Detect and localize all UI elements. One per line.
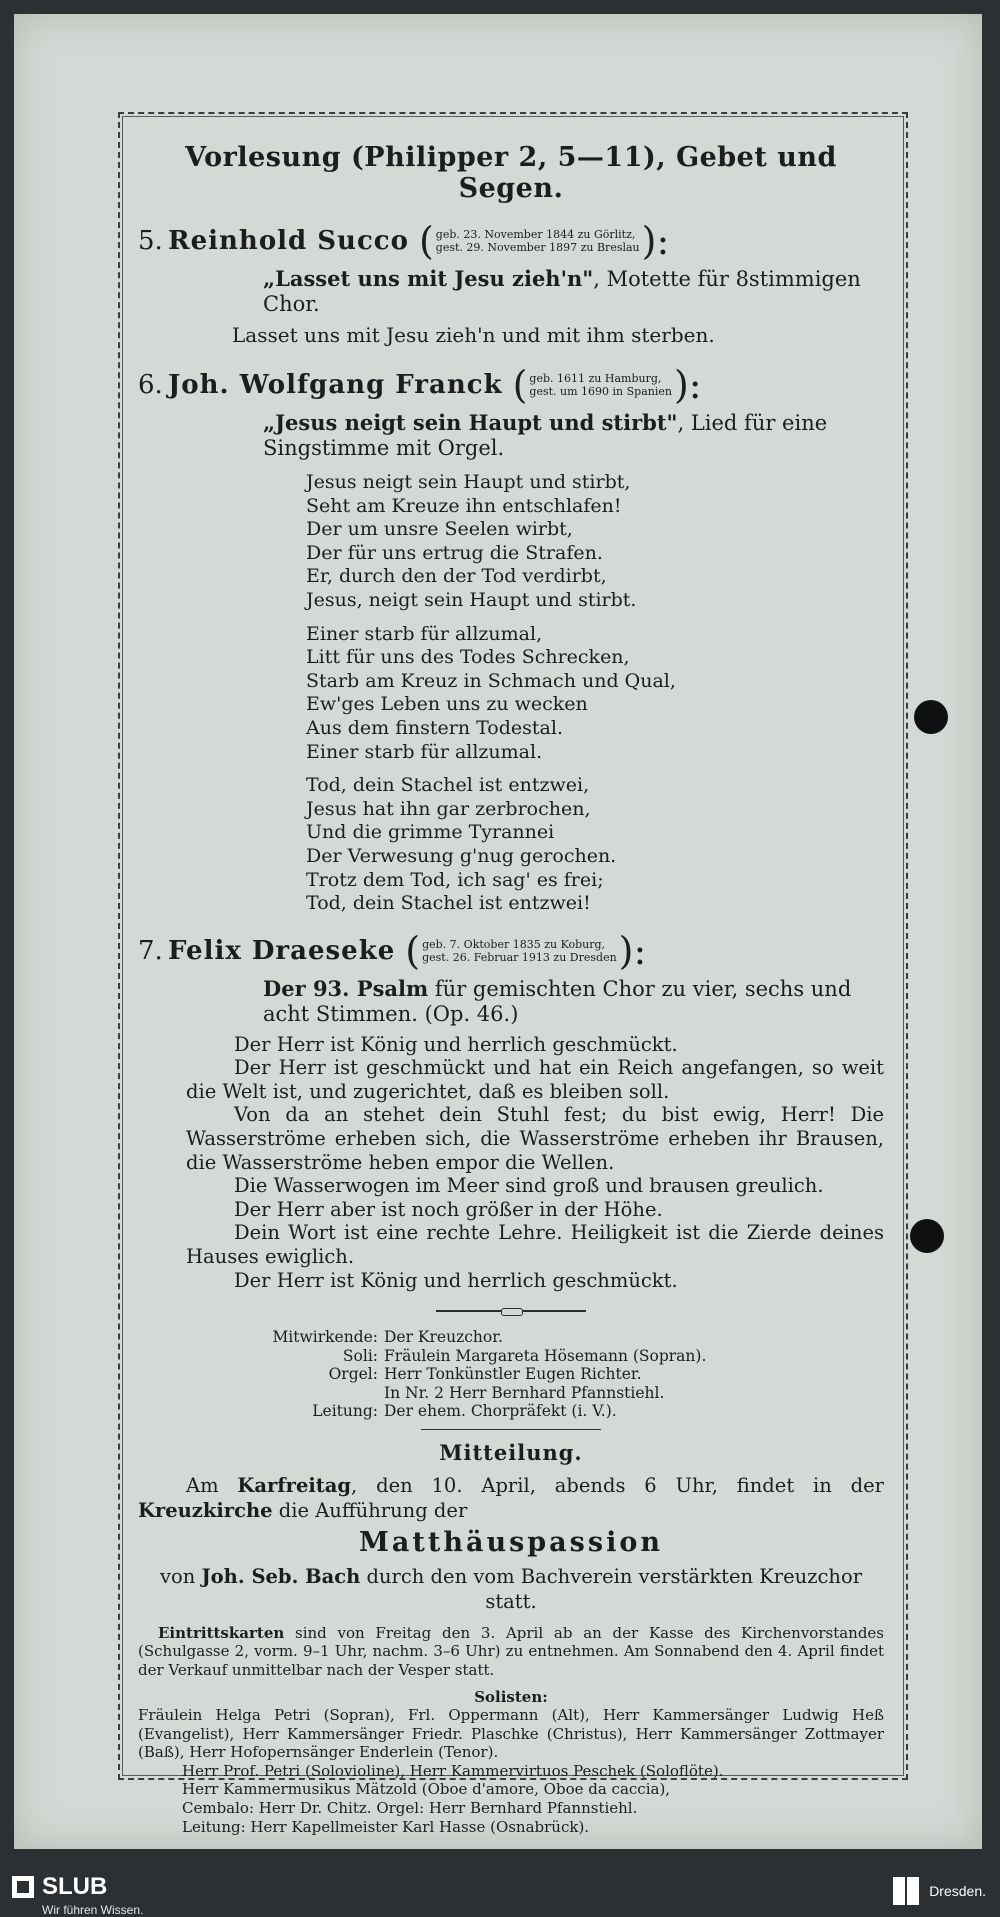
ticket-info: Eintrittskarten sind von Freitag den 3. April ab an der Kasse des Kirchenvorstandes (Schulgasse 2, vorm. 9–1 Uhr, nachm. 3–6 Uhr) zu entnehmen. Am Sonnabend den 4. April findet der Verkauf unmittelbar nach der Vesper statt.	[138, 1623, 884, 1679]
notice-paragraph: von Joh. Seb. Bach durch den vom Bachverein verstärkten Kreuzchor statt.	[159, 1564, 863, 1613]
dresden-crest-icon	[893, 1877, 919, 1905]
slub-tagline: Wir führen Wissen.	[42, 1903, 144, 1917]
performers-list: Herr Prof. Petri (Solovioline), Herr Kammervirtuos Peschek (Soloflöte). Herr Kammermusikus Mätzold (Oboe d'amore, Oboe da caccia), Cembalo: Herr Dr. Chitz. Orgel: Herr Bernhard Pfannstiehl. Leitung: Herr Kapellmeister Karl Hasse (Osnabrück).	[182, 1761, 724, 1836]
dresden-label: Dresden.	[929, 1883, 986, 1899]
punch-hole	[914, 700, 948, 734]
section-heading: Vorlesung (Philipper 2, 5—11), Gebet und Segen.	[185, 142, 837, 204]
viewer-footer	[0, 1865, 1000, 1915]
ornamental-divider	[436, 1310, 586, 1312]
notice-paragraph: Am Karfreitag, den 10. April, abends 6 Uhr, findet in der Kreuzkirche die Aufführung der	[138, 1473, 884, 1522]
composer-heading: 7. Felix Draeseke ( geb. 7. Oktober 1835 zu Koburg, gest. 26. Februar 1913 zu Dresden ):	[138, 928, 647, 973]
work-title: Der 93. Psalm für gemischten Chor zu vier, sechs und acht Stimmen. (Op. 46.)	[263, 975, 852, 1026]
slub-logo-icon	[12, 1876, 34, 1898]
item-number: 6.	[138, 370, 163, 400]
credits-list: Mitwirkende: Der Kreuzchor. Soli: Fräulein Margareta Hösemann (Sopran). Orgel: Herr Tonkünstler Eugen Richter. In Nr. 2 Herr Bernhard Pfannstiehl. Leitung: Der ehem. Chorpräfekt (i. V.).	[272, 1328, 707, 1421]
poem-stanza: Jesus neigt sein Haupt und stirbt, Seht am Kreuze ihn entschlafen! Der um unsre Seelen wirbt, Der für uns ertrug die Strafen. Er, durch den der Tod verdirbt, Jesus, neigt sein Haupt und stirbt.	[306, 471, 637, 611]
composer-dates: geb. 1611 zu Hamburg, gest. um 1690 in Spanien	[529, 372, 672, 398]
psalm-text: Der Herr ist König und herrlich geschmückt. Der Herr ist geschmückt und hat ein Reich angefangen, so weit die Welt ist, und zugerichtet, daß es bleiben soll. Von da an stehet dein Stuhl fest; du bist ewig, Herr! Die Wasserströme erheben sich, die Wasserströme erheben ihr Brausen, die Wasserströme heben empor die Wellen. Die Wasserwogen im Meer sind groß und brausen greulich. Der Herr aber ist noch größer in der Höhe. Dein Wort ist eine rechte Lehre. Heiligkeit ist die Zierde deines Hauses ewiglich. Der Herr ist König und herrlich geschmückt.	[186, 1032, 884, 1292]
section-rule	[421, 1429, 601, 1430]
item-number: 5.	[138, 226, 163, 256]
poem-stanza: Einer starb für allzumal, Litt für uns des Todes Schrecken, Starb am Kreuz in Schmach und Qual, Ew'ges Leben uns zu wecken Aus dem finstern Todestal. Einer starb für allzumal.	[306, 622, 676, 763]
poem-stanza: Tod, dein Stachel ist entzwei, Jesus hat ihn gar zerbrochen, Und die grimme Tyrannei Der Verwesung g'nug gerochen. Trotz dem Tod, ich sag' es frei; Tod, dein Stachel ist entzwei!	[306, 774, 617, 915]
composer-name: Joh. Wolfgang Franck	[168, 370, 503, 400]
soloists-text: Fräulein Helga Petri (Sopran), Frl. Oppermann (Alt), Herr Kammersänger Ludwig Heß (Evangelist), Herr Kammersänger Friedr. Plaschke (Christus), Herr Kammersänger Zottmayer (Baß), Herr Hofopernsänger Enderlein (Tenor).	[138, 1706, 884, 1762]
composer-dates: geb. 23. November 1844 zu Görlitz, gest. 29. November 1897 zu Breslau	[435, 228, 640, 254]
composer-heading: 6. Joh. Wolfgang Franck ( geb. 1611 zu Hamburg, gest. um 1690 in Spanien ):	[138, 363, 702, 407]
program-content	[138, 142, 884, 1836]
slub-logo[interactable]: SLUB Wir führen Wissen.	[12, 1873, 143, 1917]
composer-dates: geb. 7. Oktober 1835 zu Koburg, gest. 26. Februar 1913 zu Dresden	[422, 937, 617, 964]
composer-name: Reinhold Succo	[168, 226, 409, 256]
composer-heading: 5. Reinhold Succo ( geb. 23. November 1844 zu Görlitz, gest. 29. November 1897 zu Breslau ):	[138, 219, 670, 263]
dresden-logo[interactable]	[893, 1877, 986, 1905]
work-name: Matthäuspassion	[359, 1526, 663, 1558]
item-number: 7.	[138, 935, 163, 966]
punch-hole	[910, 1219, 944, 1253]
text-line: Lasset uns mit Jesu zieh'n und mit ihm sterben.	[232, 323, 715, 347]
work-title: „Jesus neigt sein Haupt und stirbt", Lied für eine Singstimme mit Orgel.	[263, 410, 828, 460]
document-page	[14, 14, 982, 1849]
soloists-title: Solisten:	[474, 1687, 548, 1706]
work-title: „Lasset uns mit Jesu zieh'n", Motette für 8stimmigen Chor.	[263, 266, 861, 316]
composer-name: Felix Draeseke	[168, 935, 396, 966]
notice-title: Mitteilung.	[439, 1439, 583, 1465]
